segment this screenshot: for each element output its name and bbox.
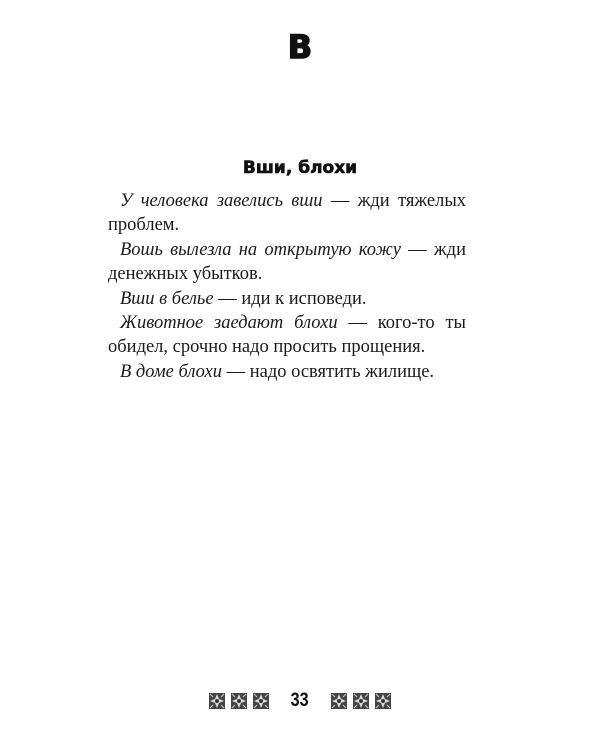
square-ornament-icon: [253, 693, 269, 709]
paragraph: [108, 238, 466, 287]
square-ornament-icon: [209, 693, 225, 709]
omen-meaning: — жди тяжелых проблем.: [108, 191, 466, 236]
paragraph: [108, 311, 466, 360]
paragraph: [108, 189, 466, 238]
omen-phrase: У человека завелись вши: [120, 191, 323, 211]
omen-phrase: Вошь вылезла на открытую кожу: [120, 239, 401, 260]
entry-body: [108, 189, 466, 384]
ornaments-left: [209, 693, 269, 709]
omen-phrase: Животное заедают блохи: [120, 313, 338, 334]
square-ornament-icon: [331, 693, 347, 709]
omen-meaning: — кого-то ты обидел, срочно надо просить прощения.: [108, 313, 466, 358]
paragraph: [108, 287, 466, 311]
square-ornament-icon: [353, 693, 369, 709]
ornaments-right: [331, 693, 391, 709]
omen-meaning: — иди к исповеди.: [213, 288, 367, 309]
square-ornament-icon: [231, 693, 247, 709]
omen-meaning: — надо освятить жилище.: [221, 361, 435, 382]
page-footer: [0, 690, 600, 712]
page-number: 33: [291, 690, 309, 711]
square-ornament-icon: [375, 693, 391, 709]
paragraph: [108, 360, 466, 384]
entry-heading: Вши, блохи: [242, 158, 358, 178]
omen-meaning: — жди денежных убытков.: [108, 239, 466, 285]
omen-phrase: Вши в белье: [120, 288, 214, 309]
section-letter: В: [287, 28, 313, 66]
omen-phrase: В доме блохи: [120, 361, 222, 382]
